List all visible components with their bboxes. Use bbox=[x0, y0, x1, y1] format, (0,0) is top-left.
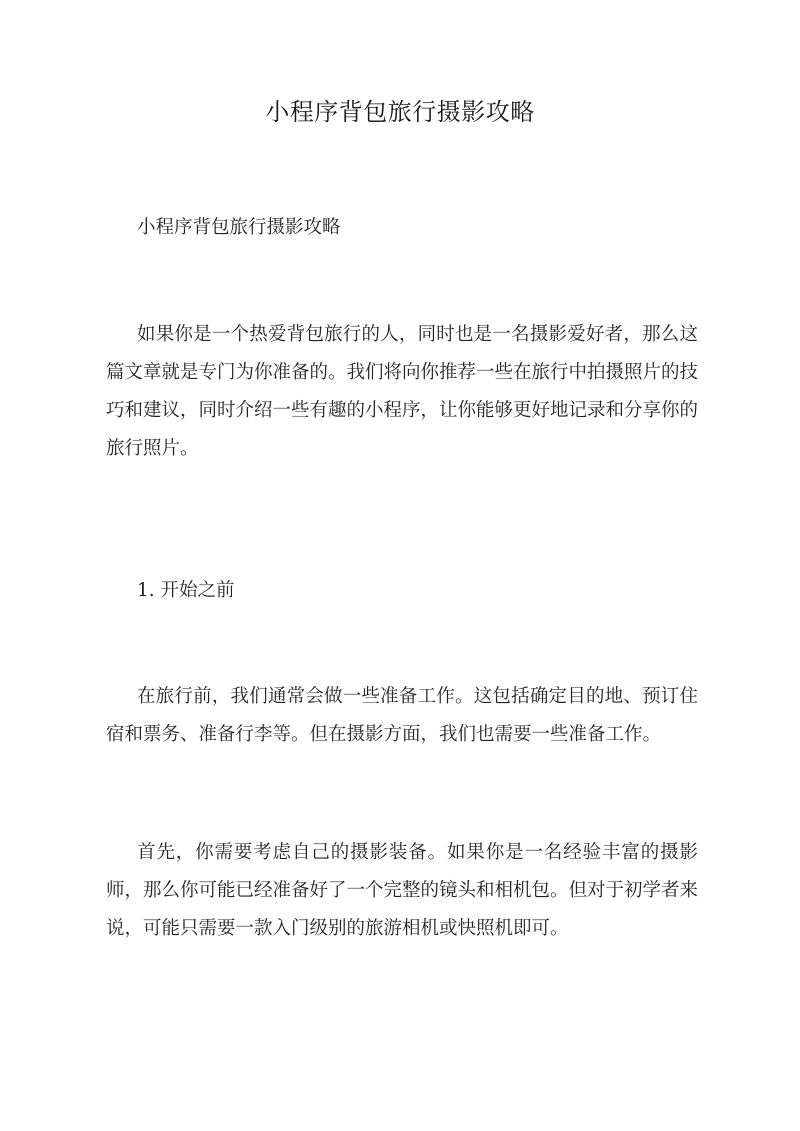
document-title: 小程序背包旅行摄影攻略 bbox=[265, 98, 535, 126]
paragraph-intro: 如果你是一个热爱背包旅行的人，同时也是一名摄影爱好者，那么这篇文章就是专门为你准备的。我们将向你推荐一些在旅行中拍摄照片的技巧和建议，同时介绍一些有趣的小程序，让你能够更好地记录和分享你的旅行照片。 bbox=[106, 324, 699, 459]
document-subtitle: 小程序背包旅行摄影攻略 bbox=[137, 217, 341, 238]
paragraph-gear: 首先，你需要考虑自己的摄影装备。如果你是一名经验丰富的摄影师，那么你可能已经准备好了一个完整的镜头和相机包。但对于初学者来说，可能只需要一款入门级别的旅游相机或快照机即可。 bbox=[106, 842, 699, 939]
section-heading: 1. 开始之前 bbox=[137, 580, 235, 601]
paragraph-preparation: 在旅行前，我们通常会做一些准备工作。这包括确定目的地、预订住宿和票务、准备行李等。但在摄影方面，我们也需要一些准备工作。 bbox=[106, 686, 698, 745]
